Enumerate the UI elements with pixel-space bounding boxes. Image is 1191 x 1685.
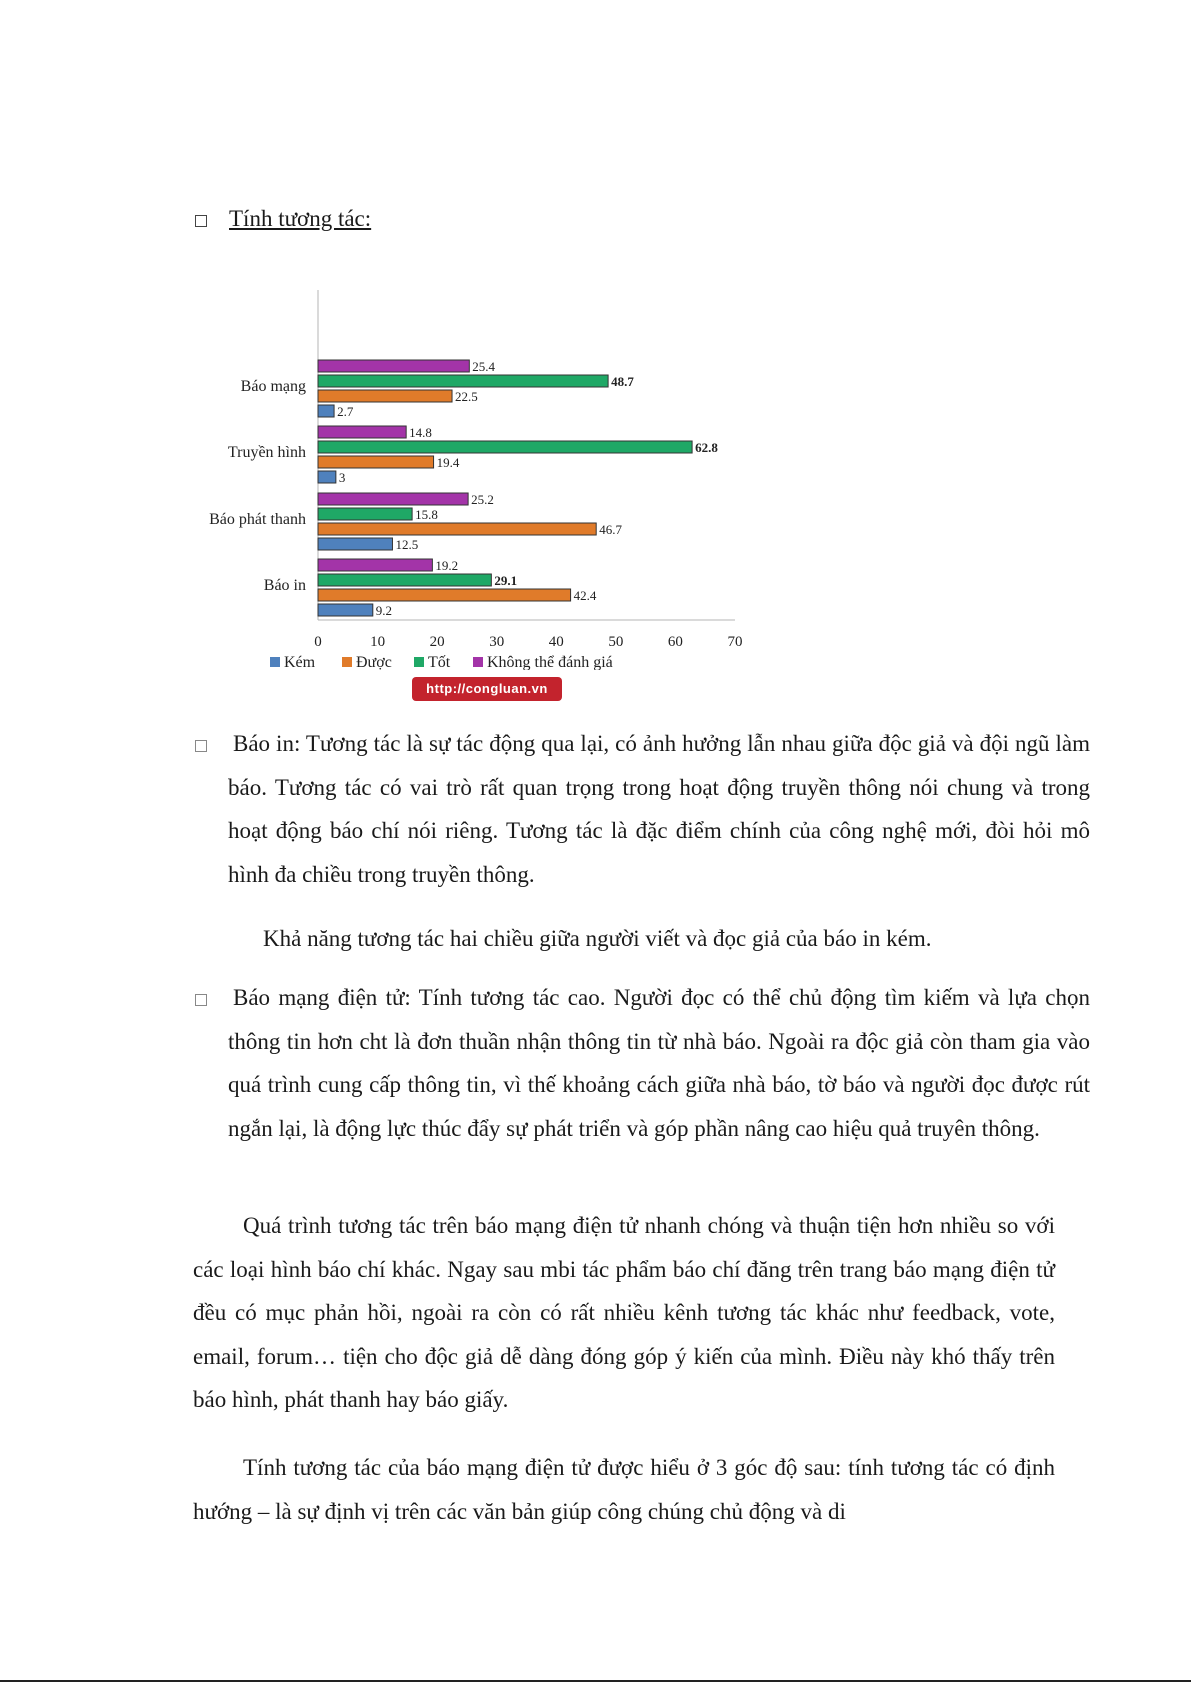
bar-value-label: 25.2 <box>471 492 494 507</box>
legend-swatch <box>414 657 424 667</box>
x-tick-label: 60 <box>667 634 683 650</box>
bar <box>318 493 468 505</box>
bullet-box-icon <box>195 740 207 752</box>
paragraph-bao-mang <box>195 976 1090 1150</box>
bar <box>318 559 432 571</box>
section-heading <box>195 204 371 234</box>
legend-label: Được <box>356 654 392 670</box>
x-tick-label: 10 <box>370 634 386 650</box>
bar-value-label: 42.4 <box>573 588 597 603</box>
bar-value-label: 19.2 <box>435 558 459 573</box>
paragraph-qua-trinh: Quá trình tương tác trên báo mạng điện tử nhanh chóng và thuận tiện hơn nhiều so với các loại hình báo chí khác. Ngay sau mbi tác phẩm báo chí đăng trên trang báo mạng điện tử đều có mục phản hồi, ngoài ra còn có rất nhiều kênh tương tác khác như feedback, vote, email, forum… tiện cho độc giả dễ dàng đóng góp ý kiến của mình. Điều này khó thấy trên báo hình, phát thanh hay báo giấy. <box>193 1213 1055 1412</box>
paragraph-bao-mang-text: Báo mạng điện tử: Tính tương tác cao. Người đọc có thể chủ động tìm kiếm và lựa chọn thông tin hơn cht là đơn thuần nhận thông tin từ nhà báo. Ngoài ra độc giả còn tham gia vào quá trình cung cấp thông tin, vì thế khoảng cách giữa nhà báo, tờ báo và người đọc được rút ngắn lại, là động lực thúc đẩy sự phát triển và góp phần nâng cao hiệu quả truyên thông. <box>228 985 1090 1141</box>
bar-value-label: 62.8 <box>695 440 718 455</box>
legend-swatch <box>342 657 352 667</box>
legend-swatch <box>270 657 280 667</box>
bar <box>318 375 608 387</box>
bar-value-label: 12.5 <box>395 537 419 552</box>
legend-swatch <box>473 657 483 667</box>
bar <box>318 604 373 616</box>
bar-value-label: 15.8 <box>415 507 438 522</box>
bar-value-label: 14.8 <box>409 425 432 440</box>
bar <box>318 589 571 601</box>
paragraph-bao-in <box>195 722 1090 896</box>
legend-label: Tốt <box>428 654 451 670</box>
paragraph-bao-in-note: Khả năng tương tác hai chiều giữa người viết và đọc giả của báo in kém. <box>263 926 932 951</box>
watermark-label: http://congluan.vn <box>412 677 562 701</box>
bar <box>318 441 692 453</box>
bar <box>318 426 406 438</box>
bar <box>318 538 392 550</box>
x-tick-label: 50 <box>608 634 624 650</box>
interaction-bar-chart <box>190 280 750 670</box>
bar-value-label: 19.4 <box>436 455 460 470</box>
bar <box>318 523 596 535</box>
heading-text: Tính tương tác: <box>229 206 372 231</box>
bar <box>318 456 434 468</box>
bar-value-label: 29.1 <box>494 573 518 588</box>
x-tick-label: 20 <box>429 634 445 650</box>
bar-value-label: 9.2 <box>375 603 393 618</box>
bar-value-label: 25.4 <box>472 359 496 374</box>
page-bottom-rule <box>0 1680 1191 1682</box>
x-tick-label: 30 <box>489 634 505 650</box>
bar <box>318 360 469 372</box>
bar-value-label: 46.7 <box>599 522 622 537</box>
paragraph-bao-in-text: Báo in: Tương tác là sự tác động qua lại, có ảnh hưởng lẫn nhau giữa độc giả và đội ngũ làm báo. Tương tác có vai trò rất quan trọng trong hoạt động truyền thông nói chung và trong hoạt động báo chí nói riêng. Tương tác là đặc điểm chính của công nghệ mới, đòi hỏi mô hình đa chiều trong truyền thông. <box>228 731 1090 887</box>
category-label: Báo mạng <box>240 378 306 395</box>
paragraph-tinh-tuong-tac: Tính tương tác của báo mạng điện tử được hiểu ở 3 góc độ sau: tính tương tác có định hướng – là sự định vị trên các văn bản giúp công chúng chủ động và di <box>193 1455 1055 1524</box>
x-tick-label: 70 <box>727 634 743 650</box>
bar <box>318 390 452 402</box>
bar-value-label: 48.7 <box>611 374 634 389</box>
bar <box>318 405 334 417</box>
bar <box>318 574 491 586</box>
bar <box>318 471 336 483</box>
category-label: Truyền hình <box>227 444 306 461</box>
category-label: Báo in <box>263 577 306 594</box>
category-label: Báo phát thanh <box>209 511 306 528</box>
bullet-box-icon <box>195 994 207 1006</box>
bar-value-label: 22.5 <box>455 389 478 404</box>
bar-value-label: 2.7 <box>337 404 354 419</box>
bar <box>318 508 412 520</box>
legend-label: Kém <box>284 654 316 670</box>
x-tick-label: 40 <box>548 634 564 650</box>
x-tick-label: 0 <box>314 634 322 650</box>
bullet-box-icon <box>195 215 207 227</box>
bar-value-label: 3 <box>338 470 346 485</box>
legend-label: Không thể đánh giá <box>487 654 613 670</box>
